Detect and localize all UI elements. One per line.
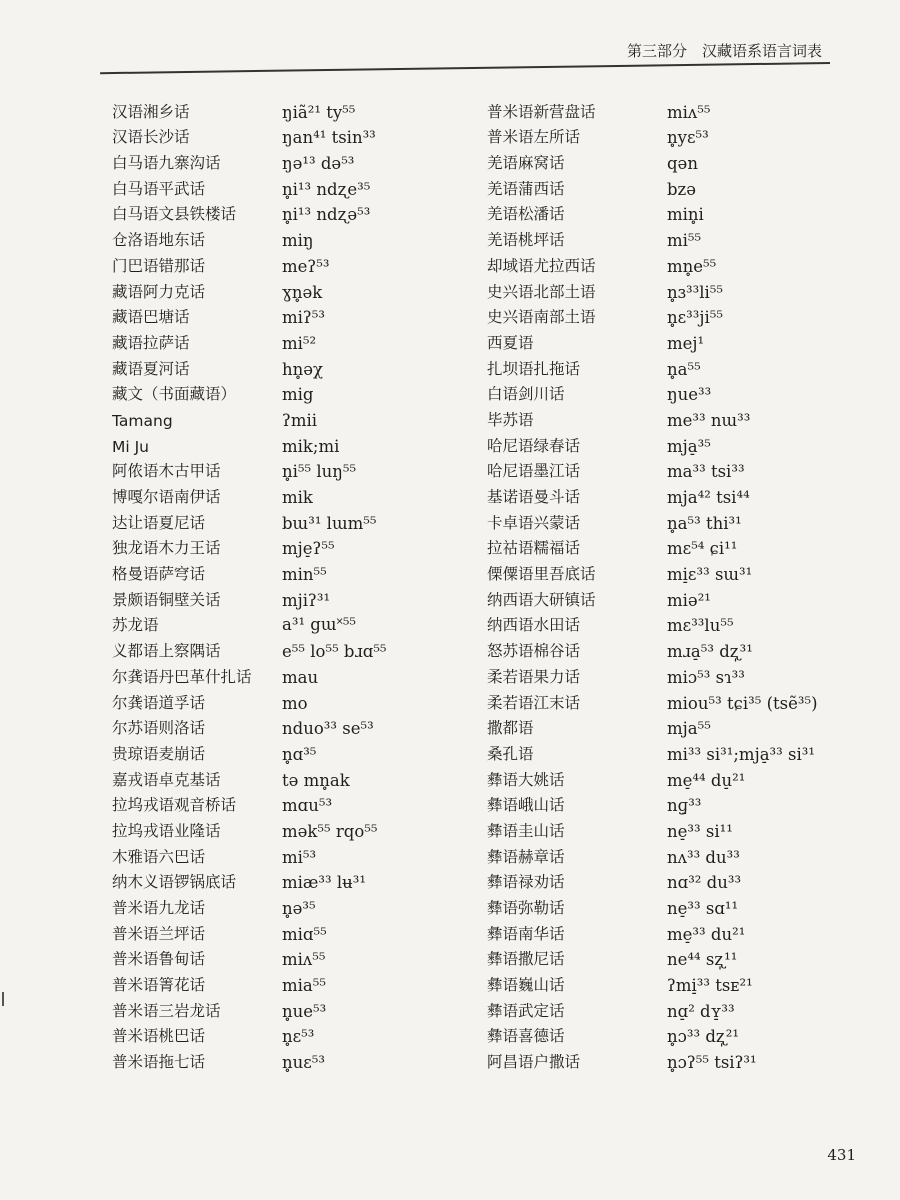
word-form: e⁵⁵ lo⁵⁵ bɹɑ⁵⁵ — [282, 642, 387, 662]
language-name: 贵琼语麦崩话 — [112, 744, 206, 763]
word-form: mau — [282, 667, 319, 687]
entry-row — [112, 507, 387, 533]
word-form: mi³³ si³¹;mja̠³³ si³¹ — [667, 744, 815, 764]
word-form: mig — [282, 385, 314, 405]
word-form: n̥ɑ³⁵ — [282, 744, 317, 764]
entry-row — [487, 1021, 818, 1047]
word-form: n̥yɛ⁵³ — [667, 128, 709, 148]
entry-row — [487, 892, 818, 918]
entry-row — [487, 276, 818, 302]
word-form: ɣn̥ək — [282, 282, 323, 302]
entry-row — [487, 327, 818, 353]
word-form: ma³³ tsi³³ — [667, 462, 745, 482]
word-form: me̠⁴⁴ du̠²¹ — [667, 770, 746, 790]
word-form: ne̠³³ sɑ¹¹ — [667, 899, 739, 918]
word-form: mja⁴² tsi⁴⁴ — [667, 488, 750, 507]
language-name: 哈尼语墨江话 — [487, 462, 581, 481]
word-form: nɡ̠³³ — [667, 796, 702, 816]
language-name: 彝语赫章话 — [487, 847, 565, 866]
entry-row — [487, 173, 818, 199]
word-form: hn̥əχ — [282, 359, 324, 379]
word-form: miou⁵³ tɕi³⁵ (tsẽ³⁵) — [667, 693, 818, 713]
word-form: n̥ɛ⁵³ — [282, 1027, 315, 1047]
word-form: min̥i — [667, 205, 704, 225]
word-form: mje̠ʔ⁵⁵ — [282, 539, 335, 559]
entry-row — [487, 584, 818, 610]
word-form: n̥ɔʔ⁵⁵ tsiʔ³¹ — [667, 1053, 757, 1073]
language-name: 彝语圭山话 — [487, 821, 565, 840]
language-name: 尔龚语道孚话 — [112, 693, 206, 712]
entry-row — [112, 584, 387, 610]
left-column — [112, 96, 387, 1072]
language-name: 木雅语六巴话 — [112, 847, 206, 866]
entry-row — [487, 995, 818, 1021]
word-form: n̥a⁵³ thi³¹ — [667, 513, 742, 533]
entry-row — [487, 738, 818, 764]
language-name: 羌语麻窝话 — [487, 154, 565, 173]
language-name: 嘉戎语卓克基话 — [112, 770, 221, 789]
word-form: ŋə¹³ də⁵³ — [282, 154, 355, 174]
word-form: n̥ɜ³³li⁵⁵ — [667, 282, 724, 302]
word-form: mɛ³³lu⁵⁵ — [667, 616, 734, 636]
entry-row — [112, 250, 387, 276]
entry-row — [112, 224, 387, 250]
language-name: 西夏语 — [487, 333, 534, 352]
language-name: 藏语巴塘话 — [112, 308, 190, 327]
entry-row — [112, 96, 387, 122]
entry-row — [112, 302, 387, 328]
entry-row — [487, 635, 818, 661]
entry-row — [487, 224, 818, 250]
entry-row — [112, 456, 387, 482]
word-form: miʌ⁵⁵ — [282, 950, 326, 970]
entry-row — [112, 327, 387, 353]
right-column — [487, 96, 818, 1072]
entry-row — [112, 661, 387, 687]
entry-row — [487, 815, 818, 841]
language-name: 白马语九寨沟话 — [112, 154, 221, 173]
header-rule — [100, 62, 830, 74]
language-name: 景颇语铜壁关话 — [112, 590, 221, 609]
word-form: n̥i¹³ ndʐə⁵³ — [282, 205, 371, 225]
entry-row — [112, 276, 387, 302]
word-form: a³¹ gɯ˟⁵⁵ — [282, 615, 357, 635]
entry-row — [487, 790, 818, 816]
language-name: 藏语夏河话 — [112, 359, 190, 378]
language-name: 彝语喜德话 — [487, 1027, 565, 1046]
word-form: miʔ⁵³ — [282, 308, 325, 328]
entry-row — [112, 918, 387, 944]
word-form: nɑ³² du³³ — [667, 873, 742, 893]
language-name: 汉语湘乡话 — [112, 102, 190, 121]
word-form: n̥uɛ⁵³ — [282, 1053, 326, 1073]
entry-row — [112, 841, 387, 867]
language-name: 藏文（书面藏语） — [112, 385, 237, 404]
entry-row — [112, 404, 387, 430]
language-name: 苏龙语 — [112, 616, 159, 635]
word-form: min⁵⁵ — [282, 565, 327, 585]
language-name: 彝语峨山话 — [487, 796, 565, 815]
entry-row — [112, 892, 387, 918]
entry-row — [112, 122, 387, 148]
entry-row — [112, 379, 387, 405]
word-form: mja⁵⁵ — [667, 719, 711, 739]
language-name: 彝语南华话 — [487, 924, 565, 943]
language-name: 汉语长沙话 — [112, 128, 190, 147]
word-form: me̠³³ du²¹ — [667, 924, 746, 944]
entry-row — [487, 96, 818, 122]
entry-row — [487, 687, 818, 713]
word-form: qən — [667, 154, 698, 174]
language-name: 桑孔语 — [487, 744, 534, 763]
entry-row — [112, 147, 387, 173]
language-name: 傈僳语里吾底话 — [487, 565, 596, 584]
entry-row — [487, 122, 818, 148]
entry-row — [487, 713, 818, 739]
entry-row — [487, 661, 818, 687]
entry-row — [487, 507, 818, 533]
margin-mark — [2, 992, 4, 1006]
entry-row — [487, 1046, 818, 1072]
language-name: 彝语大姚话 — [487, 770, 565, 789]
entry-row — [112, 815, 387, 841]
language-name: 普米语箐花话 — [112, 976, 206, 995]
language-name: 白语剑川话 — [487, 385, 565, 404]
entry-row — [487, 404, 818, 430]
word-form: miʌ⁵⁵ — [667, 102, 711, 122]
language-name: Mi Ju — [112, 437, 150, 456]
word-form: mej¹ — [667, 333, 705, 353]
language-name: 彝语弥勒话 — [487, 899, 565, 917]
word-form: mik;mi — [282, 436, 340, 456]
word-form: mo — [282, 693, 308, 713]
word-form: mia⁵⁵ — [282, 976, 326, 996]
word-form: n̥ə³⁵ — [282, 899, 316, 918]
entry-row — [112, 533, 387, 559]
word-form: mja̠³⁵ — [667, 436, 711, 456]
entry-row — [487, 379, 818, 405]
entry-row — [112, 610, 387, 636]
entry-row — [112, 558, 387, 584]
word-form: mn̥e⁵⁵ — [667, 256, 717, 276]
language-name: 羌语松潘话 — [487, 205, 565, 224]
language-name: 普米语拖七话 — [112, 1053, 206, 1072]
entry-row — [112, 790, 387, 816]
language-name: 门巴语错那话 — [112, 256, 206, 275]
word-form: n̥ue⁵³ — [282, 1001, 327, 1021]
entry-row — [487, 610, 818, 636]
language-name: 哈尼语绿春话 — [487, 436, 581, 455]
language-name: 白马语平武话 — [112, 179, 206, 198]
entry-row — [487, 867, 818, 893]
language-name: 柔若语果力话 — [487, 667, 581, 686]
word-form: mɛ⁵⁴ ɕi¹¹ — [667, 539, 738, 559]
word-form: ne̠³³ si¹¹ — [667, 821, 733, 841]
entry-row — [112, 430, 387, 456]
entry-row — [487, 764, 818, 790]
word-form: n̥ɔ³³ dʐ̩²¹ — [667, 1027, 739, 1047]
entry-row — [112, 199, 387, 225]
word-form: bzə — [667, 179, 697, 199]
entry-row — [112, 481, 387, 507]
word-form: mɹa̠⁵³ dʐ̩³¹ — [667, 642, 753, 662]
entry-row — [487, 302, 818, 328]
page-number: 431 — [827, 1146, 856, 1164]
entry-row — [487, 558, 818, 584]
entry-row — [487, 841, 818, 867]
language-name: 仓洛语地东话 — [112, 231, 206, 250]
word-form: nduo³³ se⁵³ — [282, 719, 374, 739]
language-name: 博嘎尔语南伊话 — [112, 488, 221, 506]
language-name: 史兴语南部土语 — [487, 308, 596, 327]
word-form: n̥i⁵⁵ luŋ⁵⁵ — [282, 462, 357, 482]
entry-row — [112, 353, 387, 379]
word-form: tə mn̥ak — [282, 770, 350, 790]
entry-row — [487, 456, 818, 482]
word-form: miɔ⁵³ sɿ³³ — [667, 667, 745, 687]
entry-row — [112, 173, 387, 199]
language-name: 柔若语江末话 — [487, 693, 581, 712]
word-form: miɑ⁵⁵ — [282, 924, 327, 944]
language-name: 彝语巍山话 — [487, 976, 565, 995]
language-name: 怒苏语棉谷话 — [487, 642, 581, 661]
language-name: 普米语九龙话 — [112, 899, 206, 917]
word-form: mɑu⁵³ — [282, 796, 333, 816]
word-form: ʔmi̠³³ tsᴇ²¹ — [667, 976, 753, 996]
language-name: 拉坞戎语观音桥话 — [112, 796, 237, 815]
language-name: 普米语左所话 — [487, 128, 581, 147]
entry-row — [487, 533, 818, 559]
entry-row — [112, 1046, 387, 1072]
language-name: 尔苏语则洛话 — [112, 719, 206, 738]
language-name: 普米语鲁甸话 — [112, 950, 206, 969]
language-name: 藏语拉萨话 — [112, 333, 190, 352]
entry-row — [487, 199, 818, 225]
language-name: 纳木义语锣锅底话 — [112, 873, 237, 892]
language-name: 普米语桃巴话 — [112, 1027, 206, 1046]
word-form: mi⁵³ — [282, 847, 317, 867]
language-name: 尔龚语丹巴革什扎话 — [112, 667, 252, 686]
word-form: bɯ³¹ lɯm⁵⁵ — [282, 513, 377, 533]
language-name: 拉祜语糯福话 — [487, 539, 581, 558]
language-name: 拉坞戎语业隆话 — [112, 821, 221, 840]
language-name: 毕苏语 — [487, 410, 534, 429]
language-name: 普米语新营盘话 — [487, 102, 596, 121]
language-name: 普米语兰坪话 — [112, 924, 206, 943]
language-name: 阿昌语户撒话 — [487, 1053, 581, 1072]
word-form: nɑ̠² dʏ̠³³ — [667, 1001, 735, 1021]
word-form: me³³ nɯ³³ — [667, 410, 751, 430]
language-name: Tamang — [112, 411, 173, 430]
word-form: mi⁵⁵ — [667, 231, 702, 251]
word-form: mək⁵⁵ rqo⁵⁵ — [282, 821, 378, 841]
word-form: meʔ⁵³ — [282, 256, 330, 276]
entry-row — [112, 764, 387, 790]
entry-row — [487, 918, 818, 944]
language-name: 彝语禄劝话 — [487, 873, 565, 892]
language-name: 基诺语曼斗话 — [487, 488, 581, 506]
entry-row — [112, 969, 387, 995]
language-name: 扎坝语扎拖话 — [487, 359, 581, 378]
language-name: 义都语上察隅话 — [112, 642, 221, 661]
running-header: 第三部分 汉藏语系语言词表 — [626, 42, 822, 60]
word-form: miŋ — [282, 231, 314, 251]
entry-row — [487, 969, 818, 995]
language-name: 羌语蒲西话 — [487, 179, 565, 198]
language-name: 纳西语大研镇话 — [487, 590, 596, 609]
language-name: 独龙语木力王话 — [112, 539, 221, 558]
entry-row — [112, 944, 387, 970]
language-name: 格曼语萨穹话 — [112, 565, 206, 584]
language-name: 纳西语水田话 — [487, 616, 581, 635]
language-name: 阿侬语木古甲话 — [112, 462, 221, 481]
language-name: 却域语尤拉西话 — [487, 256, 596, 275]
language-name: 普米语三岩龙话 — [112, 1001, 221, 1020]
language-name: 彝语撒尼话 — [487, 950, 565, 969]
entry-row — [487, 250, 818, 276]
word-form: n̥ɛ³³ji⁵⁵ — [667, 308, 724, 328]
word-form: ŋiã²¹ ty⁵⁵ — [282, 102, 356, 122]
word-form: ʔmii — [282, 410, 318, 430]
entry-row — [112, 635, 387, 661]
word-form: n̥i¹³ ndʐe³⁵ — [282, 179, 371, 199]
word-form: nʌ³³ du³³ — [667, 847, 740, 867]
entry-row — [487, 944, 818, 970]
entry-row — [112, 738, 387, 764]
entry-row — [112, 867, 387, 893]
entry-row — [487, 481, 818, 507]
entry-row — [112, 995, 387, 1021]
language-name: 白马语文县铁楼话 — [112, 205, 237, 224]
entry-row — [487, 147, 818, 173]
word-form: ne⁴⁴ sʐ̩¹¹ — [667, 950, 738, 970]
entry-row — [487, 430, 818, 456]
language-name: 史兴语北部土语 — [487, 282, 596, 301]
language-name: 羌语桃坪话 — [487, 231, 565, 250]
word-form: mi̠ɛ³³ sɯ³¹ — [667, 565, 753, 585]
entry-row — [487, 353, 818, 379]
word-form: mjiʔ³¹ — [282, 590, 331, 610]
language-name: 藏语阿力克话 — [112, 282, 206, 301]
language-name: 撒都语 — [487, 719, 534, 738]
language-name: 达让语夏尼话 — [112, 513, 206, 532]
entry-row — [112, 713, 387, 739]
language-name: 卡卓语兴蒙话 — [487, 513, 581, 532]
entry-row — [112, 687, 387, 713]
word-form: n̥a⁵⁵ — [667, 359, 701, 379]
word-form: miə²¹ — [667, 590, 711, 610]
word-form: ŋue³³ — [667, 385, 712, 405]
word-form: miæ³³ lʉ³¹ — [282, 873, 367, 893]
word-form: ŋan⁴¹ tsin³³ — [282, 128, 376, 148]
entry-row — [112, 1021, 387, 1047]
word-form: mi⁵² — [282, 333, 317, 353]
word-form: mik — [282, 488, 313, 507]
language-name: 彝语武定话 — [487, 1001, 565, 1020]
